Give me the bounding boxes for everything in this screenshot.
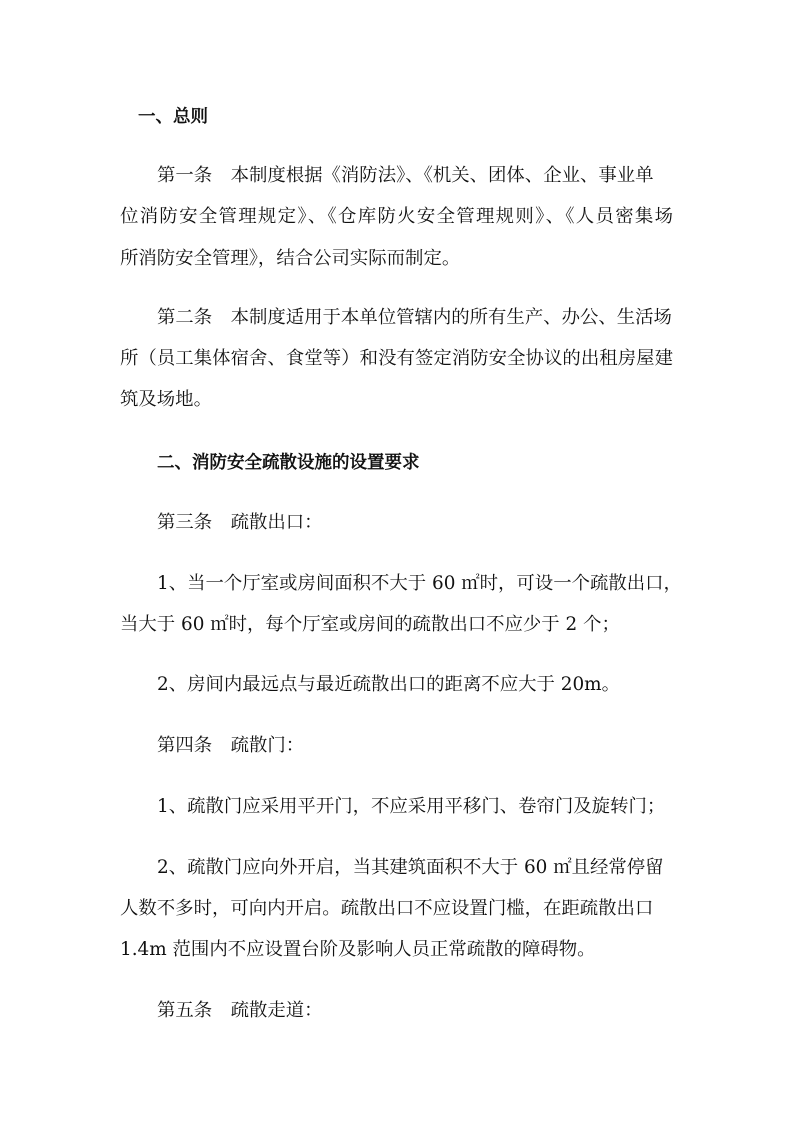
article-2-line-1: 第二条 本制度适用于本单位管辖内的所有生产、办公、生活场	[157, 307, 672, 328]
article-4-title: 第四条 疏散门：	[157, 735, 305, 756]
article-2-line-3: 筑及场地。	[120, 389, 212, 410]
article-1-line-1: 第一条 本制度根据《消防法》、《机关、团体、企业、事业单	[157, 165, 654, 186]
article-1-line-2: 位消防安全管理规定》、《仓库防火安全管理规则》、《人员密集场	[120, 206, 673, 227]
article-4-item-1: 1、疏散门应采用平开门，不应采用平移门、卷帘门及旋转门；	[157, 796, 666, 817]
article-4-item-2-line-3: 1.4m 范围内不应设置台阶及影响人员正常疏散的障碍物。	[120, 939, 596, 960]
article-4-item-2-line-1: 2、疏散门应向外开启，当其建筑面积不大于 60 ㎡且经常停留	[157, 857, 664, 878]
section-heading-evacuation: 二、消防安全疏散设施的设置要求	[157, 453, 420, 473]
article-4-item-2-line-2: 人数不多时，可向内开启。疏散出口不应设置门槛，在距疏散出口	[120, 898, 654, 919]
article-3-title: 第三条 疏散出口：	[157, 512, 323, 533]
article-3-item-2: 2、房间内最远点与最近疏散出口的距离不应大于 20m。	[157, 674, 620, 695]
article-3-item-1-line-1: 1、当一个厅室或房间面积不大于 60 ㎡时，可设一个疏散出口，	[157, 573, 682, 594]
article-1-line-3: 所消防安全管理》，结合公司实际而制定。	[120, 248, 461, 269]
article-5-title: 第五条 疏散走道：	[157, 1000, 323, 1021]
article-2-line-2: 所（员工集体宿舍、食堂等）和没有签定消防安全协议的出租房屋建	[120, 348, 673, 369]
section-heading-general: 一、总则	[138, 107, 208, 127]
article-3-item-1-line-2: 当大于 60 ㎡时，每个厅室或房间的疏散出口不应少于 2 个；	[120, 614, 620, 635]
